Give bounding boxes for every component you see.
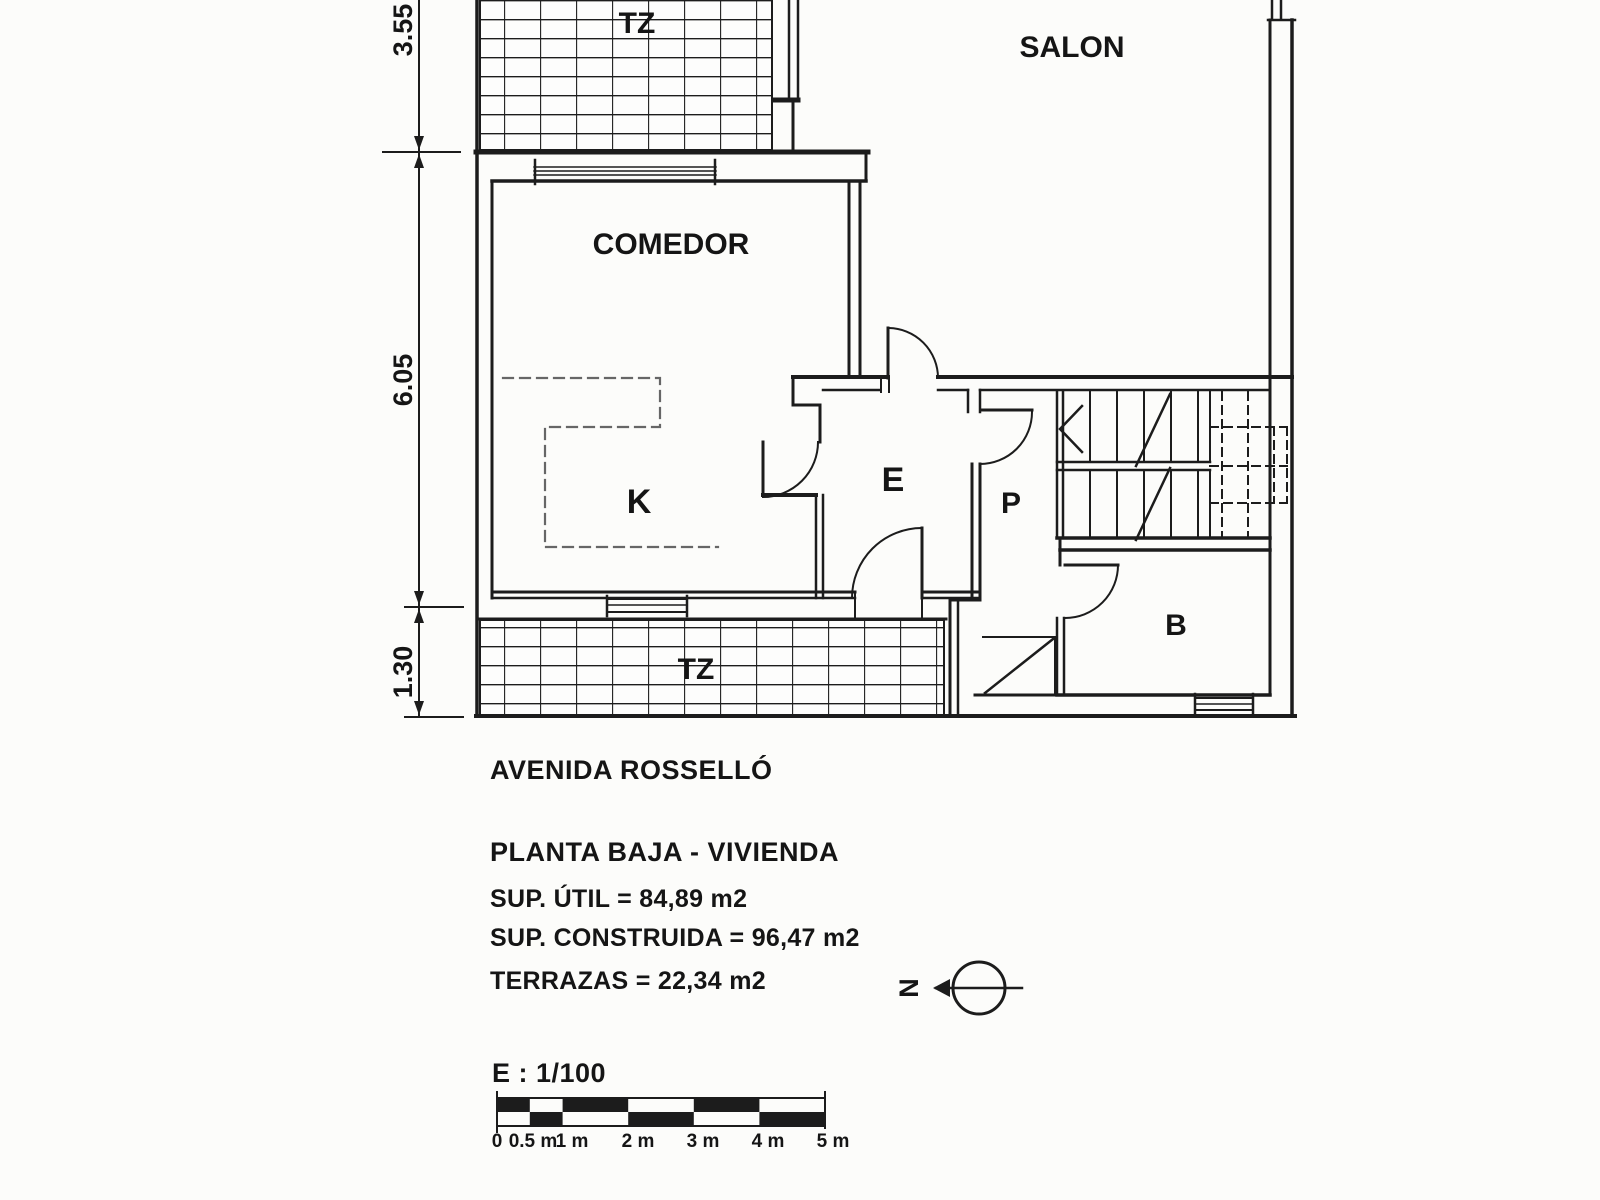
- stair-break-lines: [1136, 394, 1170, 540]
- stair-mid-rail: [1057, 462, 1287, 470]
- dimension-label-middle: 6.05: [388, 353, 418, 407]
- room-label-comedor: COMEDOR: [592, 228, 750, 261]
- room-label-hall: P: [1000, 487, 1022, 520]
- street-label: AVENIDA ROSSELLÓ: [490, 755, 773, 785]
- north-indicator: [894, 962, 1022, 1014]
- door-entry-salon: [888, 328, 938, 378]
- stair-upper-flight-dashed: [1210, 392, 1287, 538]
- scale-block: [628, 1112, 694, 1126]
- scale-label: E : 1/100: [492, 1058, 607, 1088]
- dimension-lines: [383, 0, 463, 717]
- area-terrazas: TERRAZAS = 22,34 m2: [490, 967, 766, 995]
- scale-block: [497, 1098, 530, 1112]
- dimension-label-upper: 3.55: [388, 3, 418, 57]
- scale-tick-2m: 2 m: [621, 1131, 655, 1152]
- scale-tick-5m: 5 m: [816, 1131, 850, 1152]
- stair-treads: [1090, 392, 1210, 538]
- scale-tick-3m: 3 m: [686, 1131, 720, 1152]
- scale-block: [530, 1112, 563, 1126]
- dim-arrow: [414, 136, 424, 150]
- room-label-kitchen: K: [626, 483, 652, 521]
- dim-arrow: [414, 591, 424, 605]
- dim-arrow: [414, 701, 424, 715]
- salon-walls: [1268, 0, 1295, 716]
- salon-south-wall: [793, 377, 1292, 442]
- terrace-top: [476, 0, 868, 152]
- scale-bar: [492, 1092, 850, 1152]
- dimension-label-lower: 1.30: [388, 645, 418, 699]
- area-util: SUP. ÚTIL = 84,89 m2: [490, 885, 748, 913]
- room-label-tz-bottom: TZ: [677, 653, 715, 686]
- north-arrowhead: [933, 979, 950, 997]
- door-hall-bathroom: [1065, 565, 1118, 618]
- room-label-bathroom: B: [1165, 609, 1187, 642]
- scale-block: [759, 1112, 825, 1126]
- scale-tick-05m: 0.5 m: [508, 1131, 558, 1152]
- scale-block: [563, 1098, 629, 1112]
- bathroom-walls: [1057, 538, 1270, 695]
- room-label-entry: E: [881, 461, 905, 499]
- dim-arrow: [414, 609, 424, 623]
- kitchen-counter-outline: [503, 378, 718, 547]
- stairs: [1057, 392, 1287, 540]
- scale-tick-0: 0: [491, 1131, 503, 1152]
- door-comedor-entry: [763, 442, 818, 497]
- door-entry-stair-hall: [968, 390, 1032, 464]
- scale-tick-1m: 1 m: [555, 1131, 589, 1152]
- scale-block: [694, 1098, 760, 1112]
- hall-lower-walls: [950, 600, 980, 716]
- area-construida: SUP. CONSTRUIDA = 96,47 m2: [490, 924, 860, 952]
- window-kitchen: [607, 596, 687, 616]
- plan-title: PLANTA BAJA - VIVIENDA: [490, 837, 840, 867]
- kitchen-bottom-wall: [492, 592, 980, 620]
- under-stair-closet: [975, 637, 1057, 695]
- scale-tick-4m: 4 m: [751, 1131, 785, 1152]
- window-bathroom: [1195, 694, 1253, 714]
- door-entry-terrace: [852, 528, 922, 598]
- north-letter: N: [894, 978, 924, 998]
- room-label-salon: SALON: [1019, 31, 1125, 64]
- room-label-tz-top: TZ: [618, 7, 656, 40]
- dim-arrow: [414, 154, 424, 168]
